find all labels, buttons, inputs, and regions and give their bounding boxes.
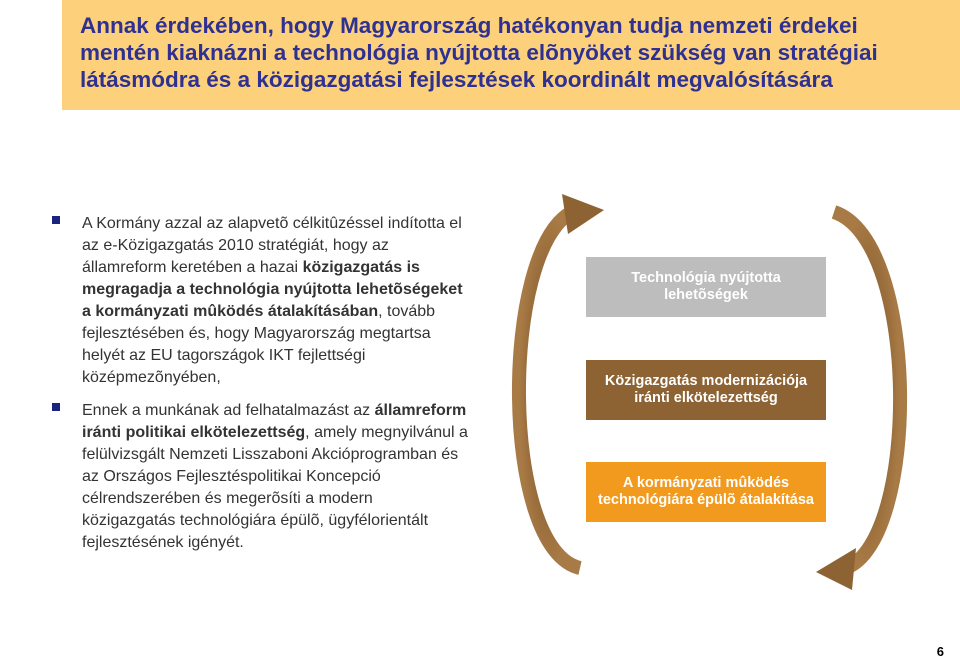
bullet-1-text-bold: közigazgatás is megragadja a technológia nyújtotta lehetõségeket a kormányzati mûködés átalakításában <box>82 259 463 320</box>
bullet-2-text-a: Ennek a munkának ad felhatalmazást az <box>82 402 375 419</box>
bullet-item-2 <box>50 400 470 554</box>
bullet-1-text-b: , tovább fejlesztésében és, hogy Magyarország megtartsa helyét az EU tagországok IKT fejlettségi középmezõnyében, <box>82 303 436 386</box>
diagram-box-transformation: A kormányzati mûködés technológiára épülõ átalakítása <box>586 462 826 522</box>
page-number: 6 <box>936 644 944 659</box>
title-line-3: látásmódra és a közigazgatási fejlesztések koordinált megvalósítására <box>80 67 833 92</box>
square-bullet-icon <box>52 403 60 411</box>
diagram-box-technology: Technológia nyújtotta lehetõségek <box>586 257 826 317</box>
right-cycle-arrow <box>834 212 900 568</box>
left-arrowhead-icon <box>562 194 604 234</box>
diagram-box-commitment: Közigazgatás modernizációja iránti elkötelezettség <box>586 360 826 420</box>
bullet-list <box>50 213 470 565</box>
bullet-1-text-a: A Kormány azzal az alapvetõ célkitûzéssel indította el az e-Közigazgatás 2010 stratégiát, hogy az államreform keretében a hazai <box>82 215 462 276</box>
title-line-2: mentén kiaknázni a technológia nyújtotta elõnyöket szükség van stratégiai <box>80 40 878 65</box>
right-arrowhead-icon <box>816 548 856 590</box>
left-cycle-arrow <box>519 212 580 568</box>
cycle-diagram <box>500 170 960 610</box>
bullet-item-1 <box>50 213 470 389</box>
bullet-2-text-bold: államreform iránti politikai elkötelezettség <box>82 402 467 441</box>
square-bullet-icon <box>52 216 60 224</box>
title-line-1: Annak érdekében, hogy Magyarország hatékonyan tudja nemzeti érdekei <box>80 13 858 38</box>
title-banner <box>62 0 960 110</box>
bullet-2-text-b: , amely megnyilvánul a felülvizsgált Nemzeti Lisszaboni Akcióprogramban és az Országos Fejlesztéspolitikai Koncepció célrendszerében és megerõsíti a modern közigazgatás technológiára épülõ, ügyfélorientált fejlesztésének igényét. <box>82 424 468 551</box>
